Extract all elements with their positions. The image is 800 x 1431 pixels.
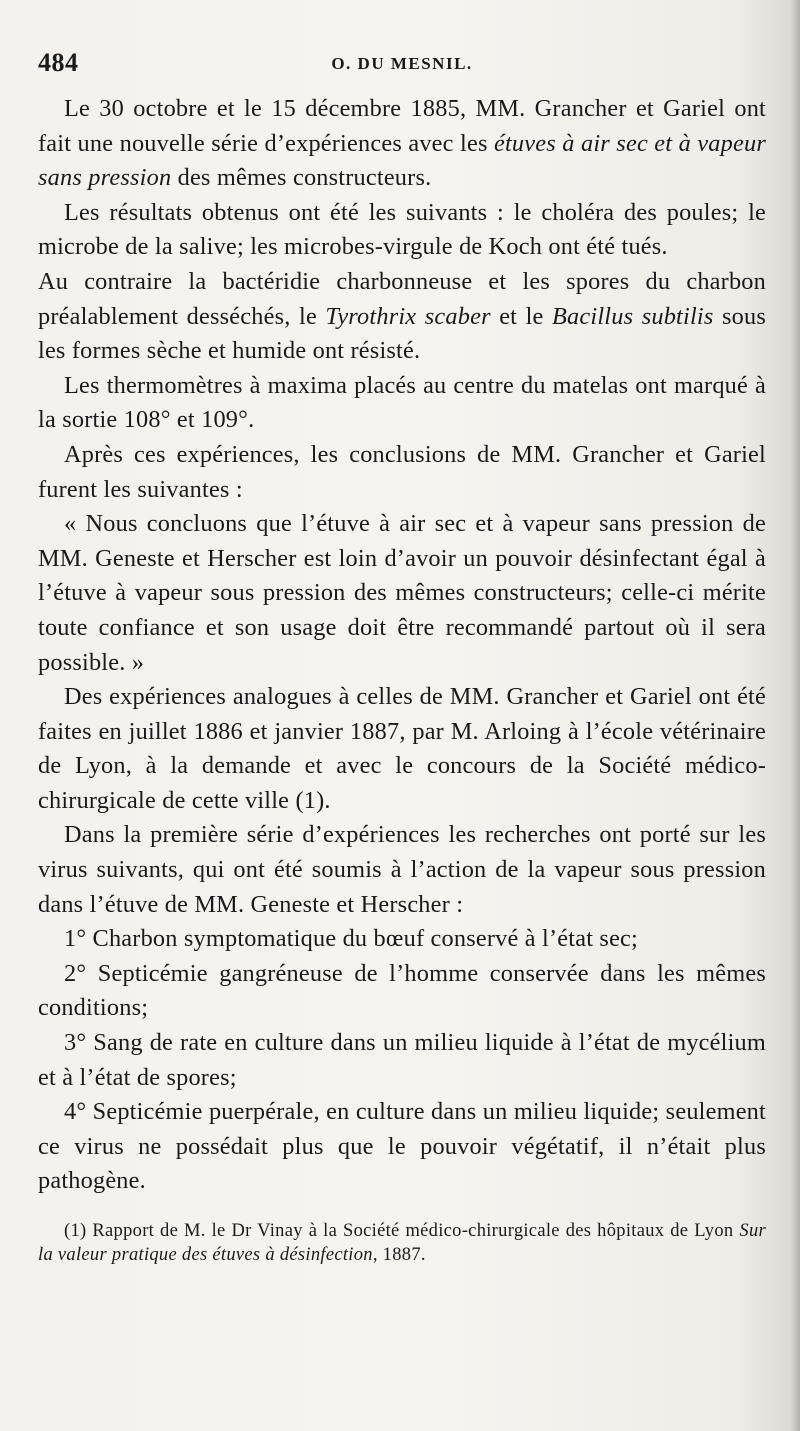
paragraph [38,507,766,680]
italic-text: Bacillus subtilis [552,302,714,330]
text-run: Les thermomètres à maxima placés au centre du matelas ont marqué à la sortie 108° et 109°. [38,371,766,434]
footnote [38,1219,766,1267]
paragraph [38,92,766,196]
text-run: sous les formes sèche et humide ont résisté. [38,302,766,365]
text-run: 1° Charbon symptomatique du bœuf conservé à l’état sec; [64,925,638,953]
paragraph [38,818,766,922]
text-run: 3° Sang de rate en culture dans un milieu liquide à l’état de mycélium et à l’état de spores; [38,1029,766,1091]
text-run: 2° Septicémie gangréneuse de l’homme conservée dans les mêmes conditions; [38,959,766,1022]
running-head: O. DU MESNIL. [331,54,473,73]
footnote-text-run: , 1887. [372,1245,426,1265]
italic-text: Tyrothrix scaber [325,302,491,330]
paragraph [38,369,766,438]
text-run: et le [490,302,552,330]
text-run: Les résultats obtenus ont été les suivants : le choléra des poules; le microbe de la salive; les microbes-virgule de Koch ont été tués. [38,198,766,261]
paragraph [38,680,766,818]
page-edge-shadow [790,0,800,1431]
paragraph [38,265,766,369]
paragraph [38,922,766,957]
text-run: Après ces expériences, les conclusions de MM. Grancher et Gariel furent les suivantes : [38,440,766,503]
text-run: des mêmes constructeurs. [171,164,432,192]
page-number: 484 [38,48,79,77]
text-run: « Nous concluons que l’étuve à air sec et à vapeur sans pression de MM. Geneste et Herscher est loin d’avoir un pouvoir désinfectant égal à l’étuve à vapeur sous pression des mêmes constructeurs; celle-ci mérite toute confiance et son usage doit être recommandé partout où il sera possible. » [38,510,766,676]
paragraph [38,438,766,507]
text-run: Des expériences analogues à celles de MM. Grancher et Gariel ont été faites en juillet 1886 et janvier 1887, par M. Arloing à l’école vétérinaire de Lyon, à la demande et avec le concours de la Société médico-chirurgicale de cette ville (1). [38,683,766,814]
body-text [38,92,766,1199]
italic-text: étuves à air sec et à vapeur sans pression [38,129,766,192]
footnote-italic-text: Sur la valeur pratique des étuves à désinfection [38,1221,766,1265]
text-run: Le 30 octobre et le 15 décembre 1885, MM. Grancher et Gariel ont fait une nouvelle série d’expériences avec les [38,95,766,157]
paragraph [38,196,766,265]
text-run: Dans la première série d’expériences les recherches ont porté sur les virus suivants, qui ont été soumis à l’action de la vapeur sous pression dans l’étuve de MM. Geneste et Herscher : [38,821,766,918]
paragraph [38,957,766,1026]
footnote-text-run: (1) Rapport de M. le Dr Vinay à la Société médico-chirurgicale des hôpitaux de Lyon [64,1221,740,1241]
text-run: 4° Septicémie puerpérale, en culture dans un milieu liquide; seulement ce virus ne possédait plus que le pouvoir végétatif, il n’était plus pathogène. [38,1098,766,1195]
page-header [38,48,766,92]
paragraph [38,1095,766,1199]
paragraph [38,1026,766,1095]
text-run: Au contraire la bactéridie charbonneuse et les spores du charbon préalablement desséchés, le [38,267,766,330]
